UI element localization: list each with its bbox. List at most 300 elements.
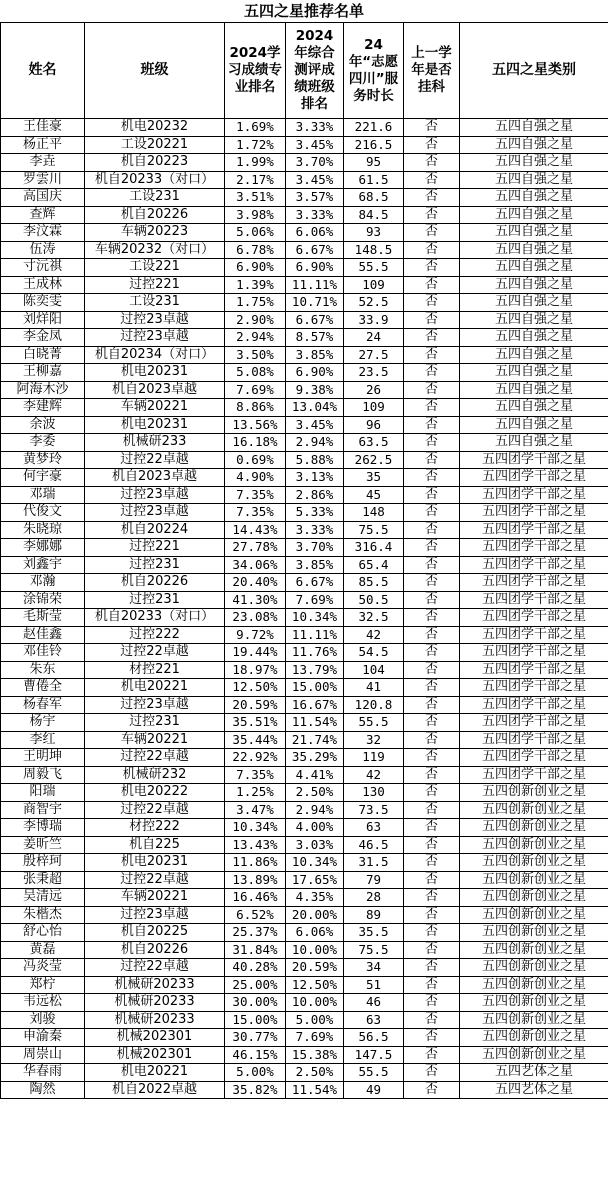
cell-category: 五四自强之星 (460, 294, 608, 312)
cell-rank-major: 13.43% (225, 836, 286, 854)
cell-failed: 否 (404, 189, 460, 207)
cell-category: 五四艺体之星 (460, 1064, 608, 1082)
cell-name: 王明坤 (1, 749, 85, 767)
cell-hours: 35.5 (344, 924, 404, 942)
cell-failed: 否 (404, 469, 460, 487)
table-row (1, 259, 608, 277)
cell-rank-major: 40.28% (225, 959, 286, 977)
cell-failed: 否 (404, 364, 460, 382)
cell-category: 五四团学干部之星 (460, 521, 608, 539)
cell-class: 机自2023卓越 (85, 381, 225, 399)
table-row (1, 889, 608, 907)
cell-category: 五四团学干部之星 (460, 679, 608, 697)
table-row (1, 661, 608, 679)
cell-category: 五四团学干部之星 (460, 626, 608, 644)
cell-category: 五四团学干部之星 (460, 644, 608, 662)
cell-class: 机械研232 (85, 766, 225, 784)
cell-class: 机电20221 (85, 1064, 225, 1082)
cell-rank-major: 25.37% (225, 924, 286, 942)
cell-class: 过控23卓越 (85, 486, 225, 504)
cell-rank-eval: 6.67% (286, 574, 344, 592)
cell-hours: 50.5 (344, 591, 404, 609)
cell-rank-major: 14.43% (225, 521, 286, 539)
cell-rank-major: 1.25% (225, 784, 286, 802)
cell-hours: 63 (344, 1011, 404, 1029)
header-class: 班级 (85, 23, 225, 119)
cell-hours: 55.5 (344, 259, 404, 277)
cell-hours: 221.6 (344, 119, 404, 137)
cell-hours: 51 (344, 976, 404, 994)
cell-rank-eval: 5.33% (286, 504, 344, 522)
cell-rank-major: 23.08% (225, 609, 286, 627)
cell-rank-eval: 20.00% (286, 906, 344, 924)
cell-failed: 否 (404, 294, 460, 312)
cell-rank-major: 7.35% (225, 486, 286, 504)
cell-category: 五四创新创业之星 (460, 976, 608, 994)
cell-name: 李垚 (1, 154, 85, 172)
table-row (1, 1011, 608, 1029)
cell-name: 陈奕雯 (1, 294, 85, 312)
cell-category: 五四创新创业之星 (460, 854, 608, 872)
table-row (1, 364, 608, 382)
cell-rank-eval: 6.06% (286, 924, 344, 942)
cell-class: 机自20225 (85, 924, 225, 942)
cell-name: 冯炎莹 (1, 959, 85, 977)
cell-hours: 49 (344, 1081, 404, 1099)
cell-rank-eval: 3.70% (286, 539, 344, 557)
cell-rank-major: 3.98% (225, 206, 286, 224)
cell-category: 五四创新创业之星 (460, 1046, 608, 1064)
cell-failed: 否 (404, 731, 460, 749)
table-row (1, 591, 608, 609)
cell-name: 涂锦荣 (1, 591, 85, 609)
cell-name: 黄磊 (1, 941, 85, 959)
cell-hours: 89 (344, 906, 404, 924)
cell-failed: 否 (404, 381, 460, 399)
cell-hours: 75.5 (344, 521, 404, 539)
cell-rank-eval: 11.76% (286, 644, 344, 662)
cell-rank-major: 46.15% (225, 1046, 286, 1064)
table-row (1, 731, 608, 749)
cell-name: 刘骏 (1, 1011, 85, 1029)
cell-hours: 96 (344, 416, 404, 434)
cell-hours: 27.5 (344, 346, 404, 364)
cell-class: 机械研233 (85, 434, 225, 452)
cell-rank-major: 35.82% (225, 1081, 286, 1099)
cell-class: 机自20226 (85, 206, 225, 224)
cell-rank-major: 1.72% (225, 136, 286, 154)
cell-rank-eval: 10.00% (286, 941, 344, 959)
cell-rank-eval: 3.45% (286, 416, 344, 434)
cell-failed: 否 (404, 714, 460, 732)
cell-rank-major: 12.50% (225, 679, 286, 697)
cell-failed: 否 (404, 224, 460, 242)
cell-hours: 55.5 (344, 714, 404, 732)
cell-failed: 否 (404, 259, 460, 277)
cell-class: 过控231 (85, 556, 225, 574)
cell-hours: 109 (344, 276, 404, 294)
cell-rank-eval: 3.33% (286, 521, 344, 539)
table-row (1, 626, 608, 644)
cell-rank-major: 3.50% (225, 346, 286, 364)
cell-class: 工设221 (85, 259, 225, 277)
cell-rank-eval: 5.88% (286, 451, 344, 469)
table-body (1, 119, 608, 1099)
cell-failed: 否 (404, 626, 460, 644)
cell-hours: 45 (344, 486, 404, 504)
cell-class: 机自20226 (85, 574, 225, 592)
cell-failed: 否 (404, 486, 460, 504)
cell-class: 过控22卓越 (85, 871, 225, 889)
cell-category: 五四自强之星 (460, 241, 608, 259)
cell-name: 韦远松 (1, 994, 85, 1012)
cell-category: 五四创新创业之星 (460, 819, 608, 837)
cell-class: 机电20231 (85, 416, 225, 434)
cell-class: 机械研20233 (85, 1011, 225, 1029)
cell-class: 过控22卓越 (85, 644, 225, 662)
cell-failed: 否 (404, 889, 460, 907)
cell-rank-major: 0.69% (225, 451, 286, 469)
cell-rank-major: 13.89% (225, 871, 286, 889)
cell-hours: 148.5 (344, 241, 404, 259)
cell-hours: 84.5 (344, 206, 404, 224)
table-row (1, 556, 608, 574)
cell-class: 机自20234（对口） (85, 346, 225, 364)
cell-name: 王佳豪 (1, 119, 85, 137)
cell-hours: 56.5 (344, 1029, 404, 1047)
cell-hours: 46.5 (344, 836, 404, 854)
cell-rank-eval: 7.69% (286, 591, 344, 609)
table-row (1, 434, 608, 452)
cell-name: 邓瑞 (1, 486, 85, 504)
cell-hours: 63.5 (344, 434, 404, 452)
cell-class: 车辆20221 (85, 399, 225, 417)
cell-hours: 28 (344, 889, 404, 907)
cell-name: 赵佳鑫 (1, 626, 85, 644)
cell-rank-eval: 4.35% (286, 889, 344, 907)
cell-rank-eval: 3.33% (286, 119, 344, 137)
cell-hours: 26 (344, 381, 404, 399)
cell-failed: 否 (404, 136, 460, 154)
cell-failed: 否 (404, 679, 460, 697)
cell-name: 伍涛 (1, 241, 85, 259)
cell-hours: 262.5 (344, 451, 404, 469)
table-row (1, 1029, 608, 1047)
cell-name: 李博瑞 (1, 819, 85, 837)
cell-failed: 否 (404, 696, 460, 714)
cell-hours: 65.4 (344, 556, 404, 574)
cell-failed: 否 (404, 819, 460, 837)
table-row (1, 311, 608, 329)
cell-failed: 否 (404, 416, 460, 434)
cell-hours: 93 (344, 224, 404, 242)
cell-rank-eval: 15.38% (286, 1046, 344, 1064)
cell-category: 五四团学干部之星 (460, 469, 608, 487)
cell-class: 过控22卓越 (85, 959, 225, 977)
cell-failed: 否 (404, 276, 460, 294)
cell-rank-eval: 6.67% (286, 241, 344, 259)
cell-rank-major: 25.00% (225, 976, 286, 994)
cell-rank-major: 8.86% (225, 399, 286, 417)
cell-category: 五四团学干部之星 (460, 451, 608, 469)
cell-rank-eval: 11.11% (286, 626, 344, 644)
cell-class: 车辆20221 (85, 889, 225, 907)
cell-rank-eval: 10.34% (286, 609, 344, 627)
cell-hours: 32.5 (344, 609, 404, 627)
cell-category: 五四自强之星 (460, 381, 608, 399)
cell-failed: 否 (404, 346, 460, 364)
cell-hours: 95 (344, 154, 404, 172)
cell-class: 材控222 (85, 819, 225, 837)
cell-name: 何宇豪 (1, 469, 85, 487)
table-row (1, 224, 608, 242)
cell-failed: 否 (404, 871, 460, 889)
cell-failed: 否 (404, 941, 460, 959)
cell-rank-major: 4.90% (225, 469, 286, 487)
cell-failed: 否 (404, 154, 460, 172)
table-row (1, 154, 608, 172)
cell-rank-major: 2.17% (225, 171, 286, 189)
cell-failed: 否 (404, 644, 460, 662)
cell-category: 五四创新创业之星 (460, 994, 608, 1012)
table-row (1, 836, 608, 854)
table-row (1, 521, 608, 539)
cell-rank-major: 22.92% (225, 749, 286, 767)
cell-class: 过控23卓越 (85, 906, 225, 924)
cell-category: 五四团学干部之星 (460, 486, 608, 504)
cell-rank-major: 16.18% (225, 434, 286, 452)
table-row (1, 189, 608, 207)
cell-class: 机电20231 (85, 854, 225, 872)
cell-class: 机自2023卓越 (85, 469, 225, 487)
table-row (1, 469, 608, 487)
cell-category: 五四创新创业之星 (460, 924, 608, 942)
cell-class: 过控231 (85, 591, 225, 609)
cell-hours: 316.4 (344, 539, 404, 557)
cell-rank-eval: 3.70% (286, 154, 344, 172)
table-row (1, 609, 608, 627)
cell-hours: 55.5 (344, 1064, 404, 1082)
cell-failed: 否 (404, 329, 460, 347)
cell-category: 五四创新创业之星 (460, 906, 608, 924)
cell-class: 过控22卓越 (85, 801, 225, 819)
cell-failed: 否 (404, 836, 460, 854)
cell-rank-major: 7.69% (225, 381, 286, 399)
cell-name: 杨正平 (1, 136, 85, 154)
cell-category: 五四创新创业之星 (460, 959, 608, 977)
table-row (1, 1064, 608, 1082)
cell-rank-major: 6.78% (225, 241, 286, 259)
cell-name: 张秉超 (1, 871, 85, 889)
cell-rank-major: 30.77% (225, 1029, 286, 1047)
cell-rank-eval: 2.50% (286, 784, 344, 802)
cell-rank-major: 9.72% (225, 626, 286, 644)
cell-class: 过控222 (85, 626, 225, 644)
table-row (1, 1081, 608, 1099)
cell-rank-eval: 3.57% (286, 189, 344, 207)
cell-category: 五四自强之星 (460, 206, 608, 224)
cell-hours: 31.5 (344, 854, 404, 872)
cell-rank-eval: 2.94% (286, 434, 344, 452)
cell-rank-eval: 13.04% (286, 399, 344, 417)
header-rank-major: 2024学习成绩专业排名 (225, 23, 286, 119)
cell-name: 寸沅祺 (1, 259, 85, 277)
cell-category: 五四自强之星 (460, 189, 608, 207)
cell-category: 五四团学干部之星 (460, 714, 608, 732)
cell-rank-major: 2.94% (225, 329, 286, 347)
cell-name: 申渝秦 (1, 1029, 85, 1047)
cell-rank-major: 27.78% (225, 539, 286, 557)
table-row (1, 749, 608, 767)
cell-class: 过控22卓越 (85, 749, 225, 767)
cell-failed: 否 (404, 854, 460, 872)
cell-name: 朱楷杰 (1, 906, 85, 924)
cell-name: 杨春军 (1, 696, 85, 714)
cell-rank-major: 34.06% (225, 556, 286, 574)
cell-hours: 119 (344, 749, 404, 767)
cell-category: 五四团学干部之星 (460, 661, 608, 679)
cell-failed: 否 (404, 434, 460, 452)
cell-hours: 104 (344, 661, 404, 679)
cell-rank-eval: 3.03% (286, 836, 344, 854)
cell-rank-major: 20.40% (225, 574, 286, 592)
cell-failed: 否 (404, 976, 460, 994)
cell-rank-eval: 2.86% (286, 486, 344, 504)
cell-name: 阿海木沙 (1, 381, 85, 399)
cell-rank-eval: 21.74% (286, 731, 344, 749)
table-row (1, 346, 608, 364)
cell-category: 五四自强之星 (460, 416, 608, 434)
cell-rank-major: 5.00% (225, 1064, 286, 1082)
cell-rank-major: 1.69% (225, 119, 286, 137)
cell-failed: 否 (404, 311, 460, 329)
cell-hours: 33.9 (344, 311, 404, 329)
cell-category: 五四自强之星 (460, 364, 608, 382)
header-failed: 上一学年是否挂科 (404, 23, 460, 119)
header-volunteer-hours: 24年“志愿四川”服务时长 (344, 23, 404, 119)
cell-name: 李红 (1, 731, 85, 749)
cell-class: 过控231 (85, 714, 225, 732)
cell-rank-eval: 3.45% (286, 136, 344, 154)
cell-rank-eval: 4.00% (286, 819, 344, 837)
cell-failed: 否 (404, 171, 460, 189)
cell-rank-eval: 6.90% (286, 364, 344, 382)
cell-rank-major: 5.08% (225, 364, 286, 382)
cell-class: 车辆20223 (85, 224, 225, 242)
cell-failed: 否 (404, 924, 460, 942)
cell-failed: 否 (404, 119, 460, 137)
cell-rank-major: 2.90% (225, 311, 286, 329)
cell-rank-major: 5.06% (225, 224, 286, 242)
header-rank-eval: 2024年综合测评成绩班级排名 (286, 23, 344, 119)
cell-class: 机械研20233 (85, 994, 225, 1012)
cell-class: 机械202301 (85, 1046, 225, 1064)
table-row (1, 574, 608, 592)
cell-rank-eval: 10.00% (286, 994, 344, 1012)
cell-category: 五四创新创业之星 (460, 1011, 608, 1029)
cell-rank-eval: 11.54% (286, 714, 344, 732)
cell-hours: 23.5 (344, 364, 404, 382)
cell-name: 黄梦玲 (1, 451, 85, 469)
cell-rank-major: 19.44% (225, 644, 286, 662)
cell-category: 五四创新创业之星 (460, 1029, 608, 1047)
cell-failed: 否 (404, 801, 460, 819)
cell-category: 五四团学干部之星 (460, 591, 608, 609)
cell-category: 五四团学干部之星 (460, 749, 608, 767)
table-row (1, 539, 608, 557)
cell-category: 五四自强之星 (460, 434, 608, 452)
cell-hours: 148 (344, 504, 404, 522)
cell-category: 五四自强之星 (460, 329, 608, 347)
cell-name: 李娜娜 (1, 539, 85, 557)
table-row (1, 819, 608, 837)
cell-class: 工设231 (85, 189, 225, 207)
cell-rank-eval: 11.54% (286, 1081, 344, 1099)
cell-failed: 否 (404, 556, 460, 574)
cell-rank-major: 31.84% (225, 941, 286, 959)
cell-hours: 85.5 (344, 574, 404, 592)
table-row (1, 136, 608, 154)
cell-failed: 否 (404, 766, 460, 784)
cell-rank-major: 11.86% (225, 854, 286, 872)
cell-rank-eval: 3.33% (286, 206, 344, 224)
cell-rank-eval: 5.00% (286, 1011, 344, 1029)
cell-rank-eval: 7.69% (286, 1029, 344, 1047)
cell-rank-eval: 6.06% (286, 224, 344, 242)
cell-rank-eval: 16.67% (286, 696, 344, 714)
cell-hours: 130 (344, 784, 404, 802)
cell-name: 阳瑞 (1, 784, 85, 802)
table-row (1, 294, 608, 312)
cell-class: 工设20221 (85, 136, 225, 154)
cell-rank-major: 30.00% (225, 994, 286, 1012)
cell-category: 五四艺体之星 (460, 1081, 608, 1099)
cell-hours: 109 (344, 399, 404, 417)
cell-class: 过控22卓越 (85, 451, 225, 469)
table-row (1, 784, 608, 802)
cell-rank-eval: 10.71% (286, 294, 344, 312)
cell-hours: 32 (344, 731, 404, 749)
cell-class: 材控221 (85, 661, 225, 679)
cell-rank-eval: 3.45% (286, 171, 344, 189)
cell-failed: 否 (404, 1046, 460, 1064)
cell-name: 白晓菁 (1, 346, 85, 364)
cell-hours: 63 (344, 819, 404, 837)
cell-rank-major: 7.35% (225, 766, 286, 784)
cell-rank-major: 1.99% (225, 154, 286, 172)
cell-class: 机自225 (85, 836, 225, 854)
cell-name: 李汶霖 (1, 224, 85, 242)
cell-failed: 否 (404, 591, 460, 609)
cell-hours: 34 (344, 959, 404, 977)
cell-hours: 216.5 (344, 136, 404, 154)
cell-failed: 否 (404, 959, 460, 977)
cell-failed: 否 (404, 539, 460, 557)
cell-name: 李金凤 (1, 329, 85, 347)
cell-rank-eval: 8.57% (286, 329, 344, 347)
cell-category: 五四自强之星 (460, 136, 608, 154)
cell-class: 过控23卓越 (85, 504, 225, 522)
table-row (1, 941, 608, 959)
cell-name: 周毅飞 (1, 766, 85, 784)
cell-rank-eval: 10.34% (286, 854, 344, 872)
cell-name: 高国庆 (1, 189, 85, 207)
cell-rank-eval: 35.29% (286, 749, 344, 767)
cell-class: 过控23卓越 (85, 311, 225, 329)
cell-rank-eval: 2.50% (286, 1064, 344, 1082)
cell-class: 过控221 (85, 276, 225, 294)
cell-class: 机械研20233 (85, 976, 225, 994)
